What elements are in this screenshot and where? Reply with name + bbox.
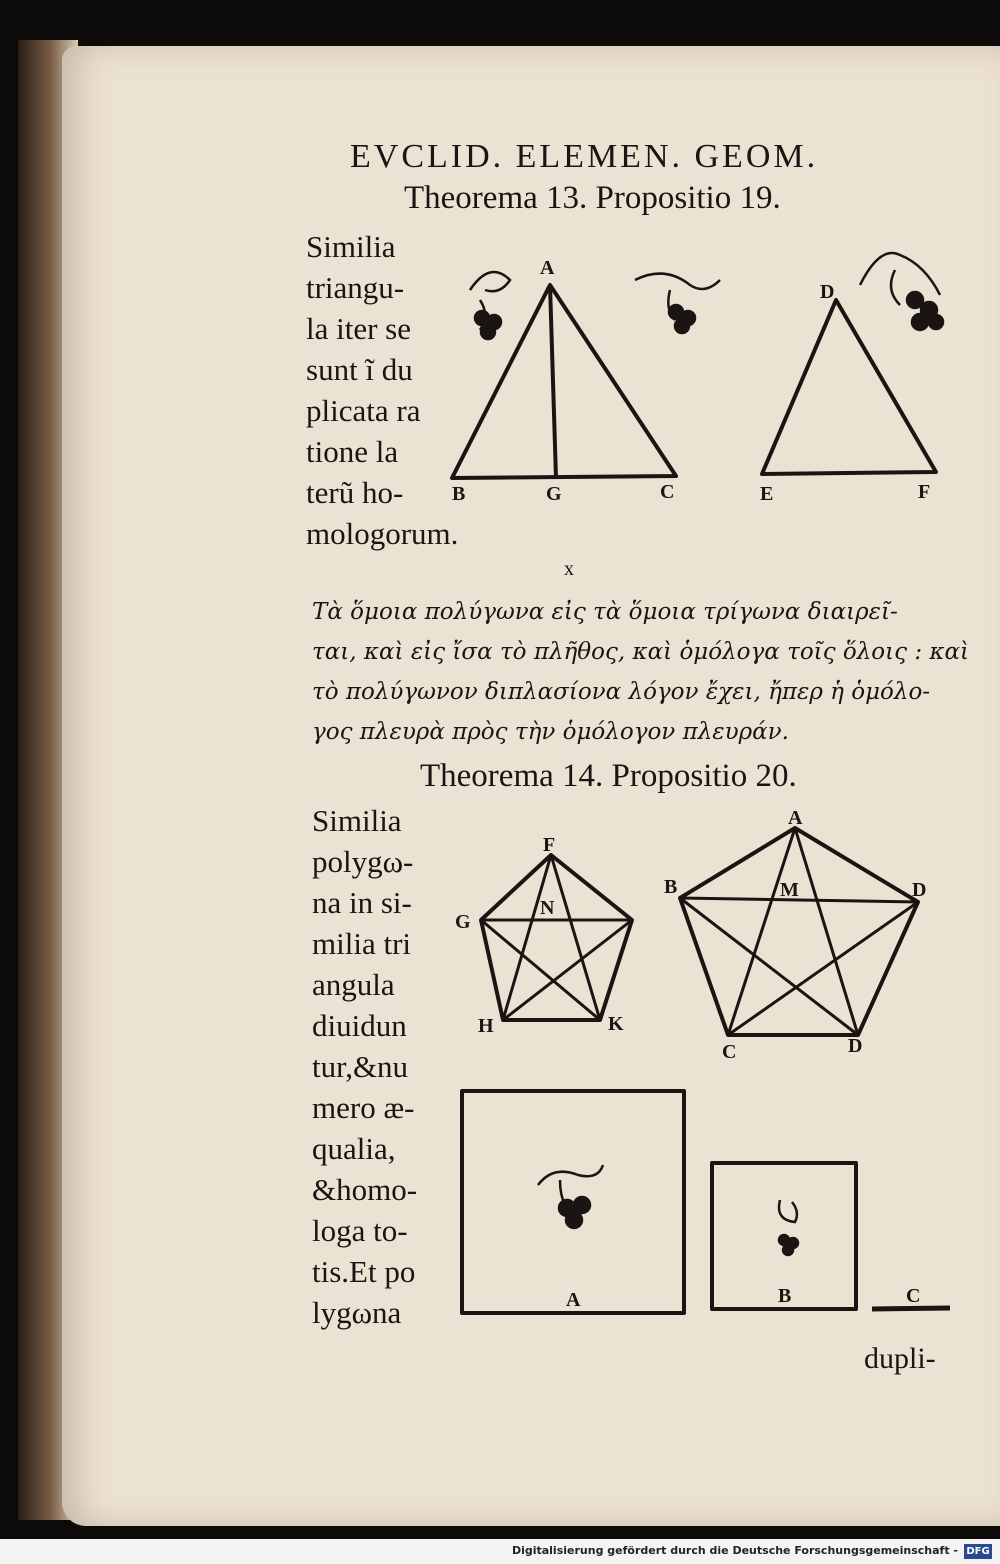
greek-line: τὸ πολύγωνον διπλασίονα λόγον ἔχει, ἤπερ ἡ ὁμόλο- bbox=[312, 679, 931, 705]
margin-line: Similia bbox=[312, 803, 402, 838]
label-g: G bbox=[546, 483, 562, 505]
label-line-c: C bbox=[906, 1285, 921, 1307]
margin-line: triangu- bbox=[306, 270, 405, 305]
label-m: M bbox=[780, 879, 799, 901]
theorem-13-margin-text bbox=[306, 226, 458, 554]
margin-line: terũ ho- bbox=[306, 475, 404, 510]
margin-line: &homo- bbox=[312, 1172, 418, 1207]
margin-line: qualia, bbox=[312, 1131, 396, 1166]
margin-line: Similia bbox=[306, 229, 396, 264]
label-b: B bbox=[452, 483, 466, 505]
running-title: EVCLID. ELEMEN. GEOM. bbox=[350, 138, 819, 175]
label-c: C bbox=[660, 481, 675, 503]
margin-line: lygωna bbox=[312, 1295, 402, 1330]
margin-line: loga to- bbox=[312, 1213, 408, 1248]
label-h: H bbox=[478, 1015, 494, 1037]
margin-line: mologorum. bbox=[306, 516, 459, 551]
margin-line: angula bbox=[312, 967, 395, 1002]
label-a: A bbox=[540, 257, 555, 279]
greek-line: Τὰ ὅμοια πολύγωνα εἰς τὰ ὅμοια τρίγωνα διαιρεῖ- bbox=[312, 599, 898, 625]
digitization-footer bbox=[0, 1539, 1000, 1564]
margin-line: tur,&nu bbox=[312, 1049, 409, 1084]
label-b-large: B bbox=[664, 876, 678, 898]
section-mark: x bbox=[564, 558, 574, 580]
theorem-14-margin-text bbox=[312, 800, 417, 1333]
catchword: dupli- bbox=[864, 1342, 936, 1375]
label-square-a: A bbox=[566, 1289, 581, 1311]
theorem-13-title: Theorema 13. Propositio 19. bbox=[404, 180, 781, 216]
label-d: D bbox=[820, 281, 835, 303]
margin-line: milia tri bbox=[312, 926, 412, 961]
label-f: F bbox=[918, 481, 931, 503]
label-square-b: B bbox=[778, 1285, 792, 1307]
margin-line: diuidun bbox=[312, 1008, 407, 1043]
margin-line: tis.Et po bbox=[312, 1254, 416, 1289]
margin-line: la iter se bbox=[306, 311, 412, 346]
greek-line: γος πλευρὰ πρὸς τὴν ὁμόλογον πλευράν. bbox=[312, 719, 789, 745]
dfg-logo-icon: DFG bbox=[964, 1544, 992, 1559]
margin-line: polygω- bbox=[312, 844, 414, 879]
label-d-right: D bbox=[912, 879, 927, 901]
label-k: K bbox=[608, 1013, 624, 1035]
footer-credit: Digitalisierung gefördert durch die Deutsche Forschungsgemeinschaft - bbox=[511, 1544, 958, 1557]
label-e: E bbox=[760, 483, 774, 505]
margin-line: mero æ- bbox=[312, 1090, 415, 1125]
margin-line: na in si- bbox=[312, 885, 412, 920]
greek-proposition-text bbox=[312, 592, 969, 752]
label-d-bottom: D bbox=[848, 1035, 863, 1057]
margin-line: sunt ĩ du bbox=[306, 352, 413, 387]
label-g-small: G bbox=[455, 911, 471, 933]
theorem-14-title: Theorema 14. Propositio 20. bbox=[420, 758, 797, 794]
margin-line: plicata ra bbox=[306, 393, 421, 428]
label-c-large: C bbox=[722, 1041, 737, 1063]
label-n: N bbox=[540, 897, 555, 919]
label-f-small: F bbox=[543, 834, 556, 856]
label-a-large: A bbox=[788, 807, 803, 829]
greek-line: ται, καὶ εἰς ἴσα τὸ πλῆθος, καὶ ὁμόλογα τοῖς ὅλοις : καὶ bbox=[312, 639, 970, 665]
margin-line: tione la bbox=[306, 434, 399, 469]
